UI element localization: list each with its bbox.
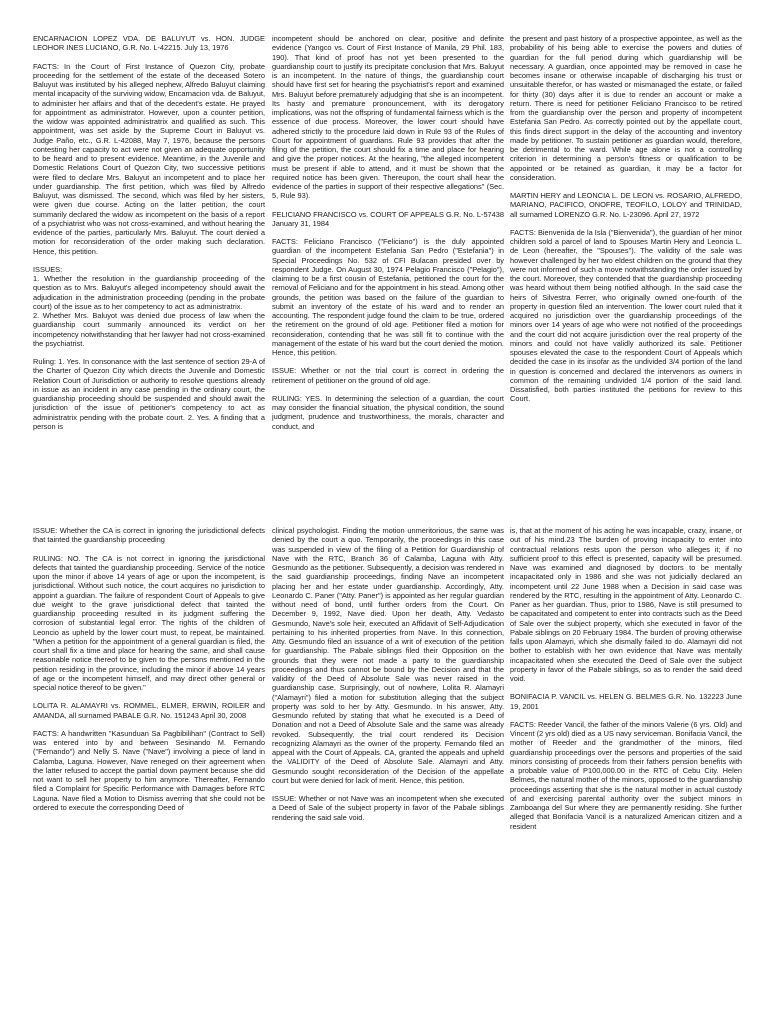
- paragraph: clinical psychologist. Finding the motion unmeritorious, the same was denied by the court a quo. Temporarily, the proceedings in this case was suspended in view of the filing of a Petition for Guardianship of Nave with the RTC, Branch 36 of Calamba, Laguna with Atty. Gesmundo as the petitioner. Subsequently, a decision was rendered in the said guardianship proceedings, finding Nave an incompetent placing her and her estate under guardianship. Accordingly, Atty. Leonardo C. Paner ("Atty. Paner") is appointed as her regular guardian without need of bond, until further orders from the Court. On December 9, 1992, Nave died. Upon her death, Atty. Vedasto Gesmundo, Nave's sole heir, executed an Affidavit of Self-Adjudication pertaining to his inherited properties from Nave. In this connection, Atty. Gesmundo filed an issuance of a writ of execution of the petition for guardianship. The Pabale siblings filed their Opposition on the grounds that they were not made a party to the guardianship proceedings and thus cannot be bound by the Decision and that the validity of the Deed of Absolute Sale was never raised in the guardianship case. Surprisingly, out of nowhere, Lolita R. Alamayri ("Alamayri") filed a motion for substitution alleging that the subject property was sold to her by Atty. Gesmundo. In his answer, Atty. Gesmundo refuted by stating that what he executed is a Deed of Donation and not a Deed of Absolute Sale and the same was already revoked. Subsequently, the trial court rendered its Decision recognizing Alamayri as the owner of the property. Fernando filed an appeal with the Court of Appeals. CA, granted the appeals and upheld the VALIDITY of the Deed of Absolute Sale. Alamayri and Atty. Gesmundo sought reconsideration of the Decision of the appellate court but were denied for lack of merit. Hence, this petition.: [272, 526, 504, 785]
- paragraph: Ruling: 1. Yes. In consonance with the last sentence of section 29-A of the Charter of Quezon City which directs the Juvenile and Domestic Relation Court of Jurisdiction or authority to resolve questions already in issue as an incident in any case pending in the ordinary court, the guardianship proceeding should be suspended and should await the jurisdiction of the issue of petitioner's competency to act as administratrix pending with the probate court. 2. Yes. A finding that a person is: [33, 357, 265, 431]
- paragraph: is, that at the moment of his acting he was incapable, crazy, insane, or out of his mind.23 The burden of proving incapacity to enter into contractual relations rests upon the person who alleges it; if no sufficient proof to this effect is presented, capacity will be presumed. Nave was examined and diagnosed by doctors to be mentally incapacitated only in 1986 and she was not judicially declared an incompetent until 22 June 1988 when a Decision in said case was rendered by the RTC, resulting in the appointment of Atty. Leonardo C. Paner as her guardian. Thus, prior to 1986, Nave is still presumed to be capacitated and competent to enter into contracts such as the Deed of Sale over the subject property, which she executed in favor of the Pabale siblings on 20 February 1984. The burden of proving otherwise falls upon Alamayri, which she dismally failed to do. Alamayri did not bother to establish with her own evidence that Nave was mentally incapacitated when she executed the Deed of Sale over the subject property in favor of the Pabale siblings, so as to render the said deed void.: [510, 526, 742, 683]
- column-3: [510, 34, 742, 404]
- paragraph: FACTS: A handwritten "Kasunduan Sa Pagbibilihan" (Contract to Sell) was entered into by and between Sesinando M. Fernando ("Fernando") and Nelly S. Nave ("Nave") involving a piece of land in Calamba, Laguna. However, Nave reneged on their agreement when the latter refused to accept the partial down payment because she did not want to sell her property to him anymore. Thereafter, Fernando filed a Complaint for Specific Performance with Damages before RTC Laguna. Nave filed a Motion to Dismiss averring that she could not be ordered to execute the corresponding Deed of: [33, 728, 265, 812]
- paragraph: incompetent should be anchored on clear, positive and definite evidence (Yangco vs. Court of First Instance of Manila, 29 Phil. 183, 190). That kind of proof has not yet been presented to the guardianship court to justify its precipitate conclusion that Mrs. Baluyut is an incompetent. In the nature of things, the guardianship court should have first set for hearing the psychiatrist's report and examined Mrs. Baluyut before prematurely adjudging that she is an incompetent. Its hasty and premature pronouncement, with its derogatory implications, was not the offspring of fundamental fairness which is the essence of due process. Moreover, the lower court should have adhered strictly to the procedure laid down in Rule 93 of the Rules of Court for appointment of guardians. Rule 93 provides that after the filing of the petition, the court should fix a time and place for hearing and give the proper notices. At the hearing, "the alleged incompetent must be present if able to attend, and it must be shown that the required notice has been given. Thereupon, the court shall hear the evidence of the parties in support of their respective allegations" (Sec. 5, Rule 93).: [272, 34, 504, 201]
- paragraph: RULING: NO. The CA is not correct in ignoring the jurisdictional defects that tainted the guardianship proceeding. Service of the notice upon the minor if above 14 years of age or upon the incompetent, is jurisdictional. Without such notice, the court acquires no jurisdiction to appoint a guardian. The failure of respondent Court of Appeals to give due weight to the grave jurisdictional defect that tainted the guardianship proceeding resulted in its judgment suffering the corrosion of substantial legal error. The rights of the children of Leoncio as upheld by the lower court must, to repeat, be maintained. "When a petition for the appointment of a general guardian is filed, the court shall fix a time and place for hearing the same, and shall cause reasonable notice thereof to be given to the persons mentioned in the petition residing in the province, including the minor if above 14 years of age or the incompetent himself, and may direct other general or special notice thereof to be given.": [33, 553, 265, 692]
- case-title: LOLITA R. ALAMAYRI vs. ROMMEL, ELMER, ERWIN, ROILER and AMANDA, all surnamed PABALE G.R. No. 151243 April 30, 2008: [33, 701, 265, 720]
- case-title: MARTIN HERY and LEONCIA L. DE LEON vs. ROSARIO, ALFREDO, MARIANO, PACIFICO, ONOFRE, TEOFILO, LOLOY and TRINIDAD, all surnamed LORENZO G.R. No. L-23096. April 27, 1972: [510, 191, 742, 219]
- paragraph: RULING: YES. In determining the selection of a guardian, the court may consider the financial situation, the physical condition, the sound judgment, prudence and trustworthiness, the morals, character and conduct, and: [272, 393, 504, 431]
- paragraph: the present and past history of a prospective appointee, as well as the probability of his being able to exercise the powers and duties of guardian for the full period during which guardianship will be necessary. A guardian, once appointed may be removed in case he becomes insane or otherwise incapable of discharging his trust or unsuitable therefor, or has wasted or mismanaged the estate, or failed for thirty (30) days after it is due to render an account or make a return. There is need for petitioner Feliciano Francisco to be retired from the guardianship over the person and property of incompetent Estefania San Pedro. As correctly pointed out by the appellate court, this finds direct support in the delay of the accounting and inventory made by petitioner. To sustain petitioner as guardian would, therefore, be detrimental to the ward. While age alone is not a controlling criterion in determining a person's fitness or qualification to be appointed or be retained as guardian, it may be a factor for consideration.: [510, 34, 742, 182]
- page-bottom-half: [0, 512, 768, 1024]
- paragraph: ISSUE: Whether or not the trial court is correct in ordering the retirement of petitioner on the ground of old age.: [272, 366, 504, 385]
- paragraph: FACTS: Reeder Vancil, the father of the minors Valerie (6 yrs. Old) and Vincent (2 yrs old) died as a US navy serviceman. Bonifacia Vancil, the mother of Reeder and the grandmother of the minors, filed guardianship proceedings over the persons and properties of the said minors consisting of proceeds from their fathers pension benefits with a probable value of P100,000.00 in the RTC of Cebu City. Helen Belmes, the natural mother of the minors, opposed to the guardianship proceedings asserting that she is the natural mother in actual custody of and exercising parental authority over the subject minors in Zamboanga del Sur where they are permanently residing. She further alleged that Bonifacia Vancil is a naturalized American citizen and a resident: [510, 719, 742, 831]
- column-3: [510, 526, 742, 831]
- paragraph: FACTS: Feliciano Francisco ("Feliciano") is the duly appointed guardian of the incompetent Estefania San Pedro ("Estefania") in Special Proceedings No. 532 of CFI Bulacan presided over by respondent Judge. On August 30, 1974 Pelagio Francisco ("Pelagio"), claiming to be a first cousin of Estefania, petitioned the court for the removal of Feliciano and for the appointment in his stead. Among other grounds, the petition was based on the failure of the guardian to submit an inventory of the estate of his ward and to render an accounting. The respondent judge found the claim to be true, ordered the retirement on the ground of old age. Petitioner filed a motion for reconsideration, contending that he was still fit to continue with the management of the estate of his ward but the court denied the motion. Hence, this petition.: [272, 237, 504, 357]
- case-title: FELICIANO FRANCISCO vs. COURT OF APPEALS G.R. No. L-57438 January 31, 1984: [272, 209, 504, 228]
- case-title: ENCARNACION LOPEZ VDA. DE BALUYUT vs. HON. JUDGE LEOHOR INES LUCIANO, G.R. No. L-42215. July 13, 1976: [33, 34, 265, 53]
- case-title: BONIFACIA P. VANCIL vs. HELEN G. BELMES G.R. No. 132223 June 19, 2001: [510, 692, 742, 711]
- column-1: [33, 34, 265, 431]
- paragraph: ISSUE: Whether or not Nave was an incompetent when she executed a Deed of Sale of the subject property in favor of the Pabale siblings rendering the said sale void.: [272, 794, 504, 822]
- column-2: [272, 526, 504, 822]
- column-1: [33, 526, 265, 812]
- paragraph: ISSUES: 1. Whether the resolution in the guardianship proceeding of the question as to Mrs. Baluyut's alleged incompetency should await the adjudication in the administration proceeding (pending in the probate court) of the issue as to her competency to act as administratrix. 2. Whether Mrs. Baluyot was denied due process of law when the guardianship court summarily announced its verdict on her incompetency notwithstanding that her lawyer had not cross-examined the psychiatrist.: [33, 264, 265, 348]
- paragraph: FACTS: In the Court of First Instance of Quezon City, probate proceeding for the settlement of the estate of the deceased Sotero Baluyut was instituted by his alleged nephew, Alfredo Baluyut claiming mental incapacity of the surviving widow, Encarnacion vda. de Baluyut, to administer her affairs and that of the decedent's estate. He prayed for appointment as administrator. However, upon a counter petition, the widow was appointed administratrix and qualified as such. This appointment, was set aside by the Supreme Court in Baluyut vs. Judge Paño, etc., G.R. L-42088, May 7, 1976, because the persons contesting her capacity to act were not given an adequate opportunity to be heard and to present evidence. Meantime, in the Juvenile and Domestic Relations Court of Quezon City, two successive petitions were filed to declare Mrs. Baluyut an incompetent and to place her under guardianship. The first petition, which was filed by Alfredo Baluyut, was dismissed. The second, which was filed by her sisters, were given due course. Acting on the latter petition, the court summarily declared the widow as incompetent on the basis of a report of a psychiatrist who was not cross-examined, and without hearing the evidence of the parties, particularly Mrs. Baluyut. The court denied a motion for reconsideration of the order making such declaration. Hence, this petition.: [33, 61, 265, 256]
- paragraph: ISSUE: Whether the CA is correct in ignoring the jurisdictional defects that tainted the guardianship proceeding: [33, 526, 265, 545]
- paragraph: FACTS: Bienvenida de la Isla ("Bienvenida"), the guardian of her minor children sold a parcel of land to Spouses Martin Hery and Leoncia L. de Leon (hereafter, the "Spouses"). The validity of the sale was however challenged by her two eldest children on the ground that they were not informed of such a move notwithstanding the order issued by the court. Moreover, they contended that the guardianship proceeding was heard without them being notified although. In the said case the heirs of Silvestra Ferrer, who originally owned one-fourth of the property in question filed an intervention. The lower court ruled that it acquired no jurisdiction over the guardianship proceedings of the minors over 14 years of age who were not notified of the proceedings and the court did not acquire jurisdiction over the real property of the minors and could not have validly authorized its sale. Petitioner spouses elevated the case to the respondent Court of Appeals which decided the case in its insofar as the undivided 3/4 portion of the land in question is concerned and declared the intervenors as owners in common of the remaining undivided 1/4 portion of the said land. Dissatisfied, both parties instituted the petitions for review to this Court.: [510, 227, 742, 404]
- column-2: [272, 34, 504, 431]
